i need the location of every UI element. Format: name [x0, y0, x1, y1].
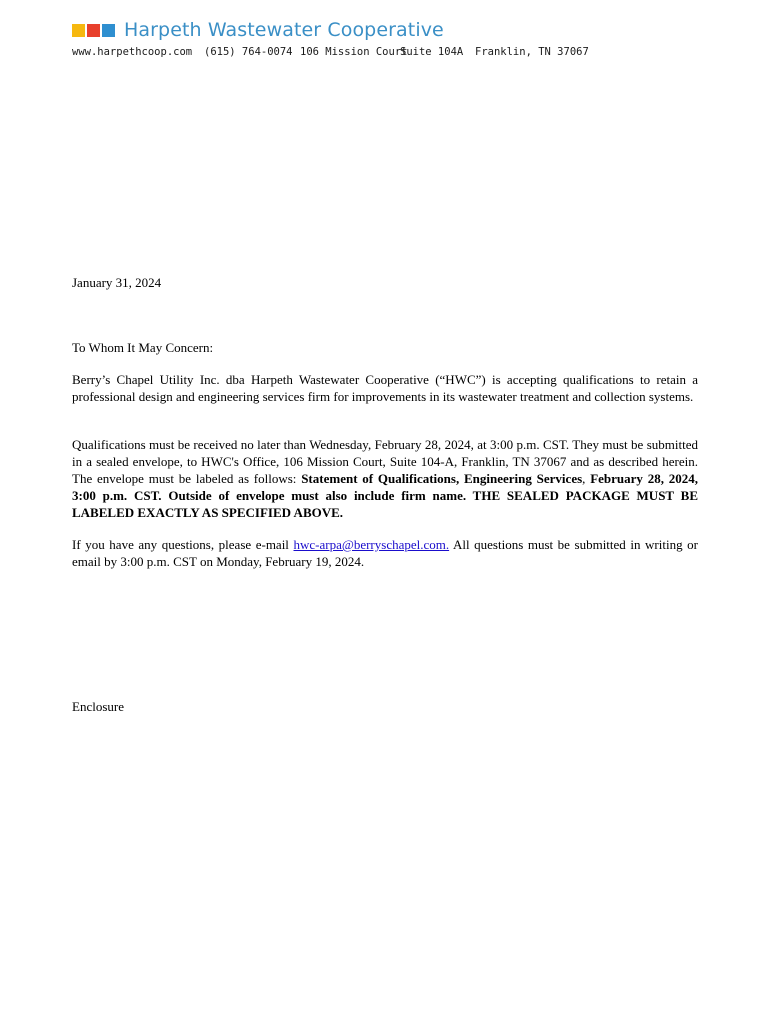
- logo-square-blue: [102, 24, 115, 37]
- logo-icon: [72, 24, 115, 37]
- logo-square-yellow: [72, 24, 85, 37]
- label-bold-1: Statement of Qualifications, Engineering Services: [301, 471, 583, 486]
- logo-row: [72, 18, 712, 42]
- questions-text-after: All questions must be submitted in writing or email by 3:00 p.m. CST on Monday, February 19, 2024.: [72, 537, 698, 569]
- paragraph-submission: [72, 436, 698, 521]
- label-bold-2: February 28, 2024, 3:00 p.m. CST. Outside of envelope must also include firm name. THE SEALED PACKAGE MUST BE LABELED EXACTLY AS SPECIFIED ABOVE.: [72, 471, 698, 520]
- logo-square-red: [87, 24, 100, 37]
- website-link[interactable]: www.harpethcoop.com: [72, 46, 193, 58]
- paragraph-intro: Berry’s Chapel Utility Inc. dba Harpeth Wastewater Cooperative (“HWC”) is accepting qualifications to retain a professional design and engineering services firm for improvements in its wastewater treatment and collection systems.: [72, 372, 698, 404]
- label-separator: ,: [582, 471, 591, 486]
- questions-text-before: If you have any questions, please e-mail: [72, 537, 294, 552]
- enclosure-label: Enclosure: [72, 699, 124, 714]
- city-state-zip: Franklin, TN 37067: [475, 46, 589, 58]
- email-link[interactable]: hwc-arpa@berryschapel.com.: [293, 537, 450, 552]
- contact-row: [72, 46, 712, 62]
- letter-date: January 31, 2024: [72, 275, 162, 290]
- salutation: To Whom It May Concern:: [72, 340, 214, 355]
- street-address: 106 Mission Court: [300, 46, 408, 58]
- paragraph-questions: [72, 536, 698, 570]
- suite-number: Suite 104A: [400, 46, 464, 58]
- phone-number: (615) 764-0074: [204, 46, 293, 58]
- letterhead: [72, 18, 712, 62]
- org-name: Harpeth Wastewater Cooperative: [124, 19, 444, 41]
- submission-text: Qualifications must be received no later than Wednesday, February 28, 2024, at 3:00 p.m. CST. They must be submitted in a sealed envelope, to HWC's Office, 106 Mission Court, Suite 104-A, Franklin, TN 37067 and as described herein. The envelope must be labeled as follows:: [72, 437, 698, 486]
